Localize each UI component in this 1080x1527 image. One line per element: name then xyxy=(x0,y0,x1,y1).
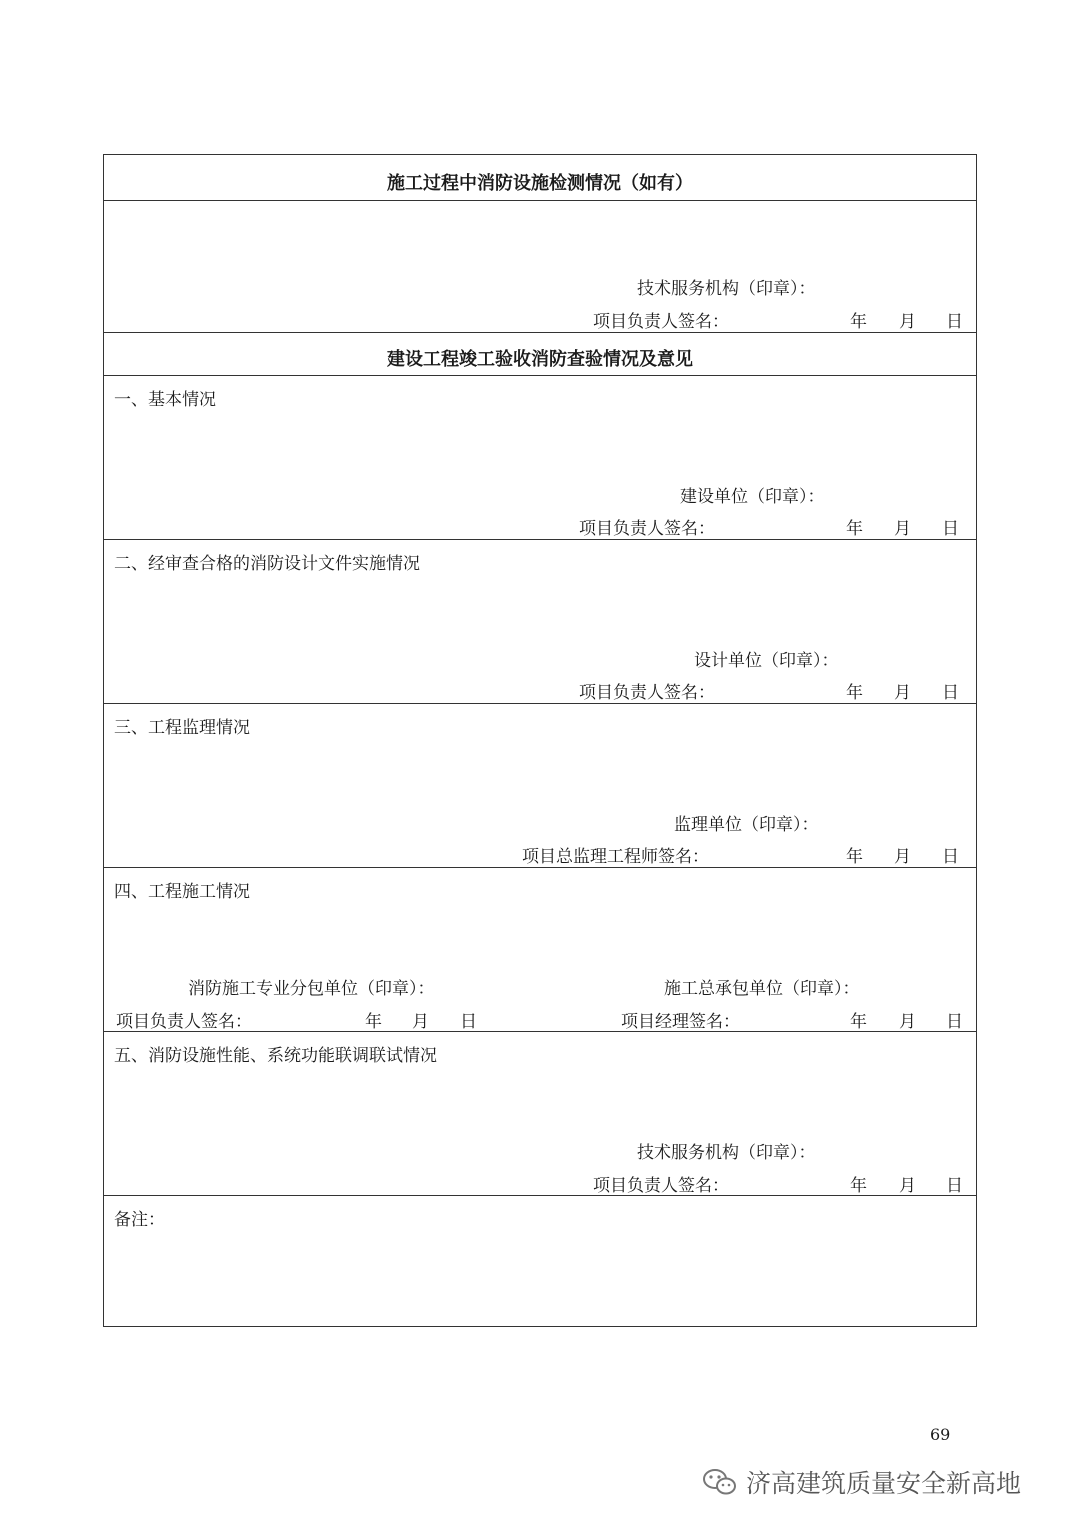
subcontractor-sign-label: 项目负责人签名： xyxy=(116,1012,252,1032)
acceptance-form xyxy=(103,154,977,1327)
divider xyxy=(104,200,976,201)
basic-title: 一、基本情况 xyxy=(114,390,216,410)
divider xyxy=(104,375,976,376)
debugging-seal-label: 技术服务机构（印章）： xyxy=(637,1143,816,1163)
day-label: 日 xyxy=(460,1012,477,1032)
detection-sign-label: 项目负责人签名： xyxy=(593,312,729,332)
wechat-icon xyxy=(702,1467,738,1497)
day-label: 日 xyxy=(946,1012,963,1032)
year-label: 年 xyxy=(846,683,863,703)
remarks-label: 备注： xyxy=(114,1210,165,1230)
day-label: 日 xyxy=(942,847,959,867)
watermark xyxy=(702,1464,1021,1500)
watermark-text: 济高建筑质量安全新高地 xyxy=(746,1469,1022,1498)
year-label: 年 xyxy=(846,847,863,867)
month-label: 月 xyxy=(894,847,911,867)
supervision-seal-label: 监理单位（印章）： xyxy=(674,815,819,835)
basic-seal-label: 建设单位（印章）： xyxy=(680,487,825,507)
year-label: 年 xyxy=(365,1012,382,1032)
supervision-title: 三、工程监理情况 xyxy=(114,718,250,738)
subcontractor-seal-label: 消防施工专业分包单位（印章）： xyxy=(188,979,435,999)
year-label: 年 xyxy=(850,1012,867,1032)
divider xyxy=(104,867,976,868)
month-label: 月 xyxy=(894,683,911,703)
month-label: 月 xyxy=(899,1012,916,1032)
year-label: 年 xyxy=(850,1176,867,1196)
divider xyxy=(104,332,976,333)
month-label: 月 xyxy=(412,1012,429,1032)
day-label: 日 xyxy=(942,683,959,703)
general-contractor-sign-label: 项目经理签名： xyxy=(621,1012,740,1032)
divider xyxy=(104,539,976,540)
design-seal-label: 设计单位（印章）： xyxy=(694,651,839,671)
divider xyxy=(104,1195,976,1196)
basic-sign-label: 项目负责人签名： xyxy=(579,519,715,539)
month-label: 月 xyxy=(894,519,911,539)
divider xyxy=(104,1031,976,1032)
month-label: 月 xyxy=(899,1176,916,1196)
month-label: 月 xyxy=(899,312,916,332)
divider xyxy=(104,703,976,704)
detection-seal-label: 技术服务机构（印章）： xyxy=(637,279,816,299)
day-label: 日 xyxy=(942,519,959,539)
acceptance-heading: 建设工程竣工验收消防查验情况及意见 xyxy=(387,349,693,370)
day-label: 日 xyxy=(946,1176,963,1196)
year-label: 年 xyxy=(850,312,867,332)
design-title: 二、经审查合格的消防设计文件实施情况 xyxy=(114,554,420,574)
construction-title: 四、工程施工情况 xyxy=(114,882,250,902)
debugging-title: 五、消防设施性能、系统功能联调联试情况 xyxy=(114,1046,437,1066)
day-label: 日 xyxy=(946,312,963,332)
page-number: 69 xyxy=(930,1425,951,1444)
detection-heading: 施工过程中消防设施检测情况（如有） xyxy=(387,173,693,194)
supervision-sign-label: 项目总监理工程师签名： xyxy=(522,847,709,867)
general-contractor-seal-label: 施工总承包单位（印章）： xyxy=(664,979,860,999)
debugging-sign-label: 项目负责人签名： xyxy=(593,1176,729,1196)
year-label: 年 xyxy=(846,519,863,539)
design-sign-label: 项目负责人签名： xyxy=(579,683,715,703)
